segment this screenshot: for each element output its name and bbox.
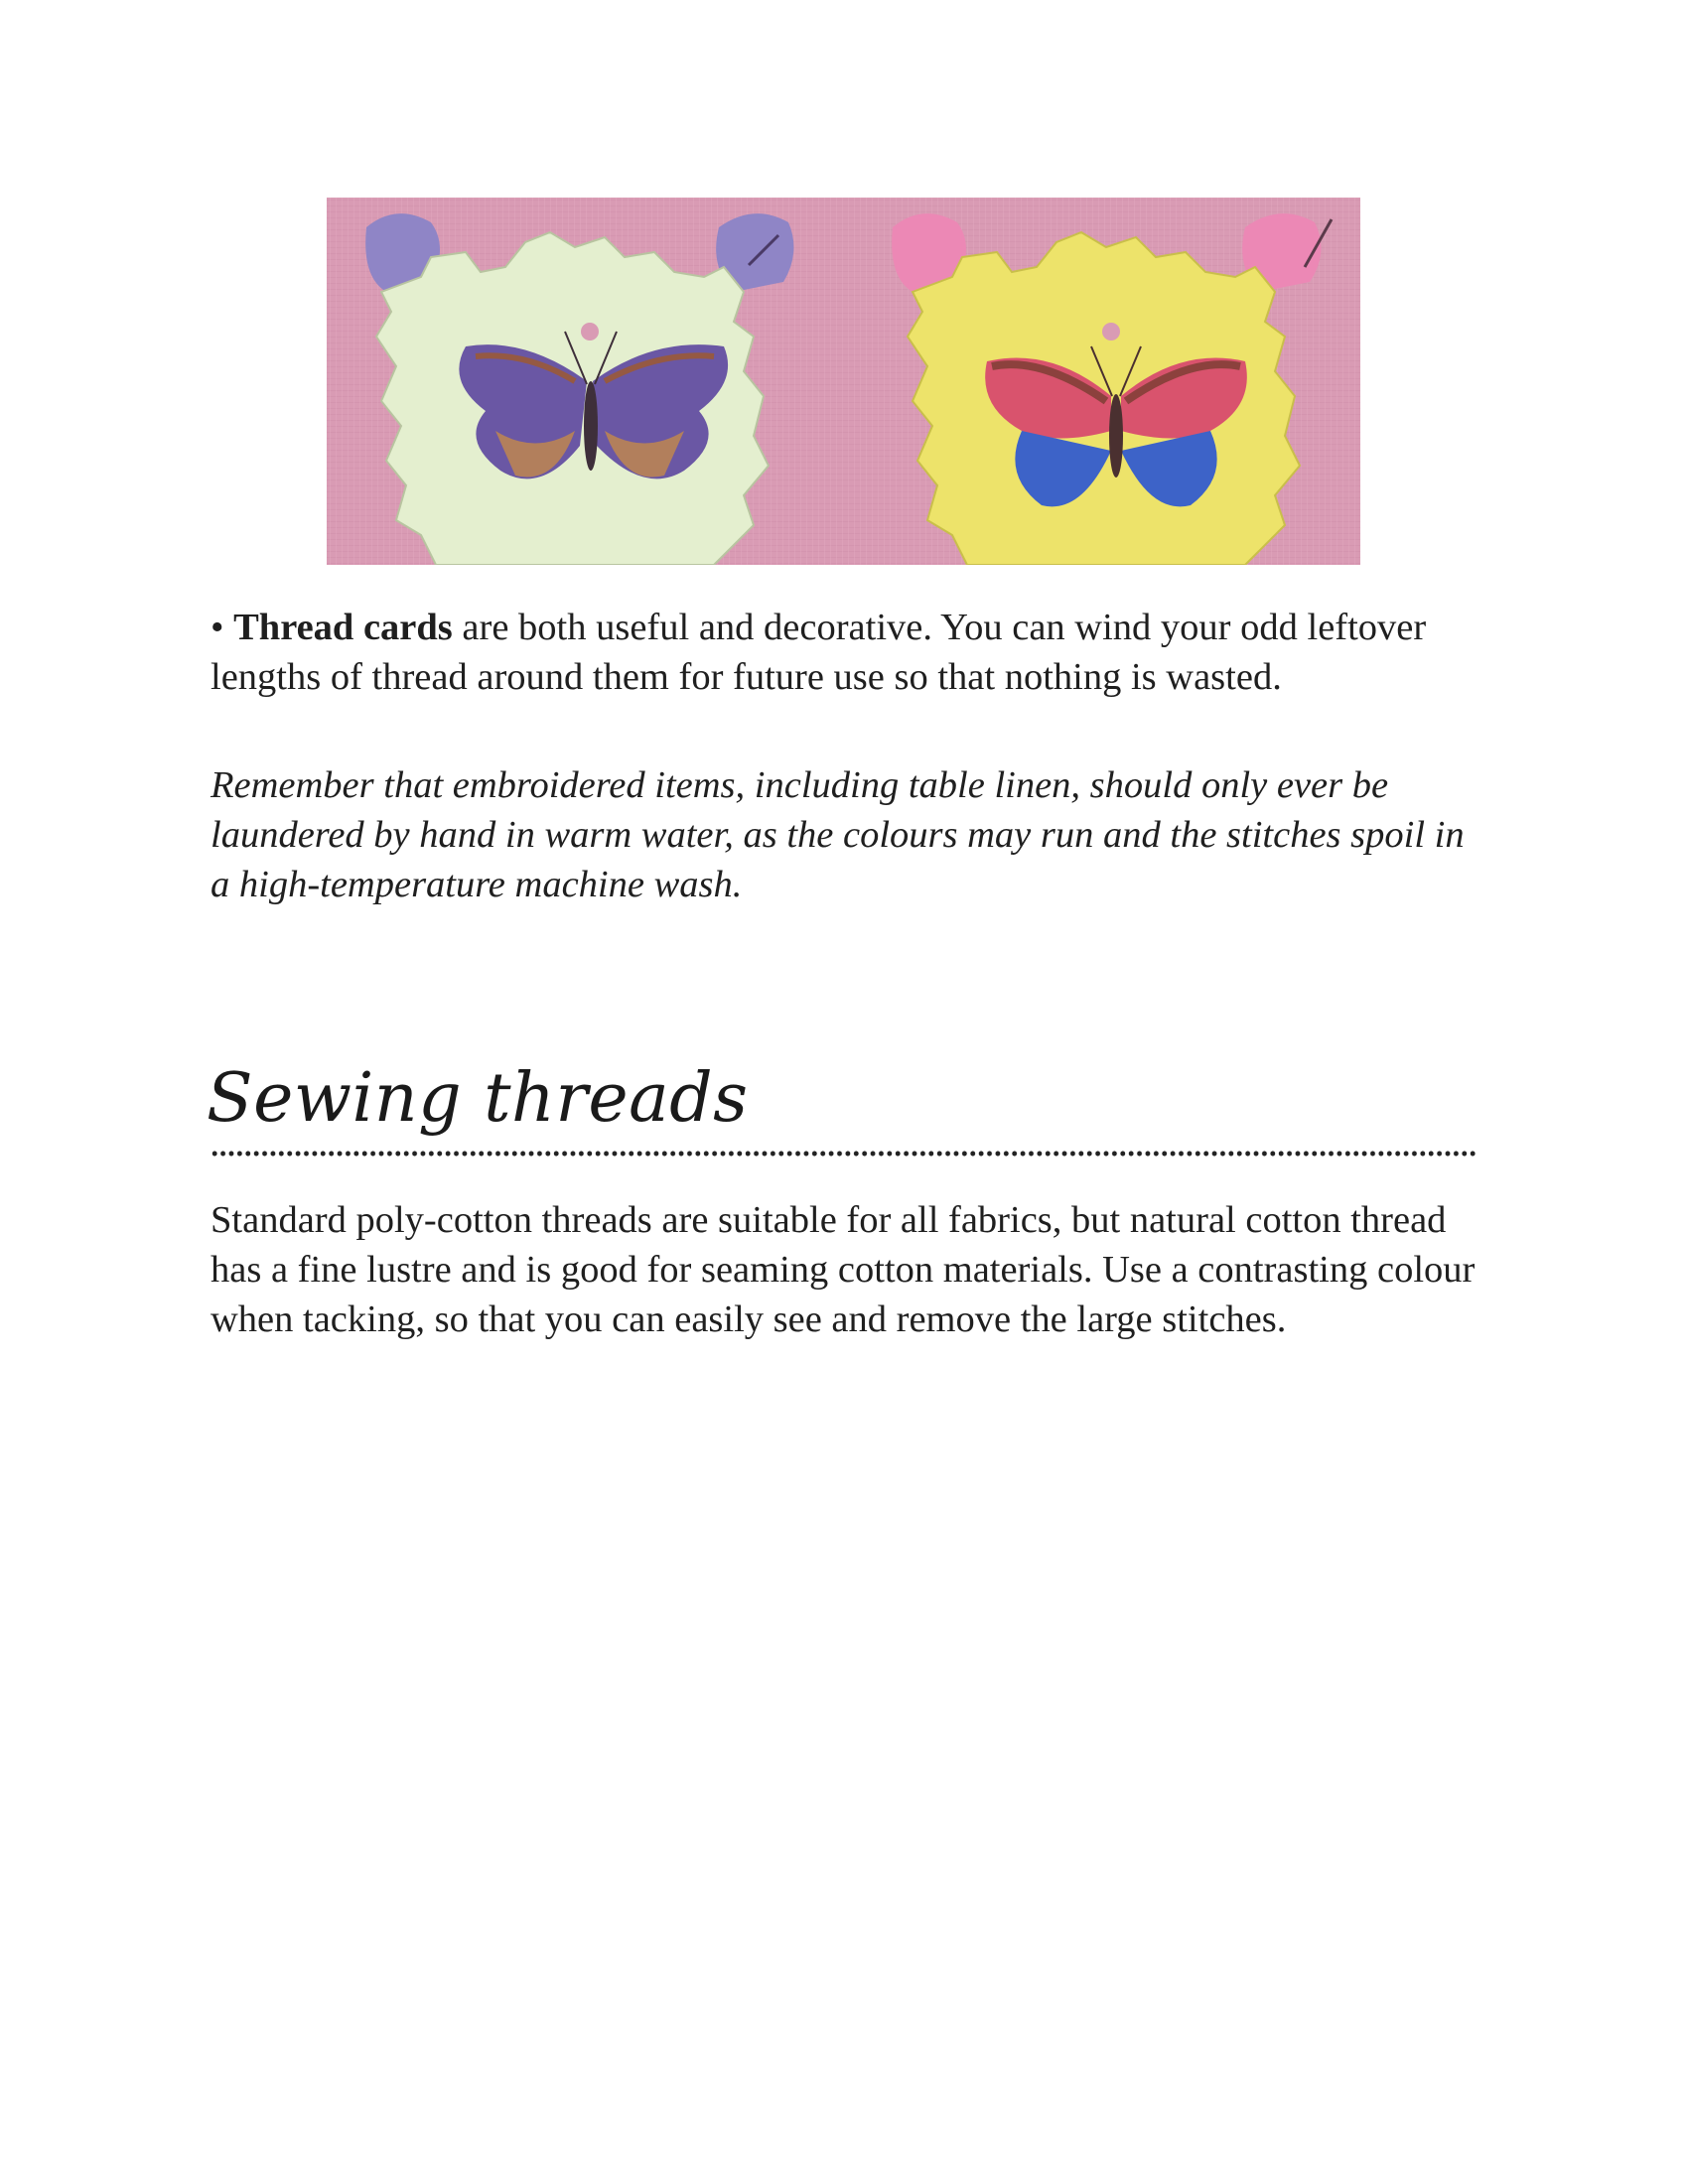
laundering-note: Remember that embroidered items, including table linen, should only ever be laundered by hand in warm water, as the colours may run and the stitches spoil in a high-temperature machine wash. (211, 764, 1465, 905)
bullet: • (211, 607, 224, 648)
thread-cards-paragraph (211, 603, 1491, 702)
card-hole-left (581, 323, 599, 341)
card-hole-right (1102, 323, 1120, 341)
thread-card-left (365, 213, 793, 565)
thread-cards-term: Thread cards (233, 607, 453, 648)
dotted-rule (211, 1150, 1476, 1158)
sewing-threads-paragraph: Standard poly-cotton threads are suitable for all fabrics, but natural cotton thread has a fine lustre and is good for seaming cotton materials. Use a contrasting colour when tacking, so that you can easily see and remove the large stitches. (211, 1199, 1476, 1340)
thread-cards-photo (327, 198, 1360, 565)
thread-cards-text: are both useful and decorative. You can wind your odd leftover lengths of thread around them for future use so that nothing is wasted. (211, 607, 1427, 698)
thread-card-right (892, 213, 1332, 565)
section-heading: Sewing threads (207, 1059, 749, 1138)
